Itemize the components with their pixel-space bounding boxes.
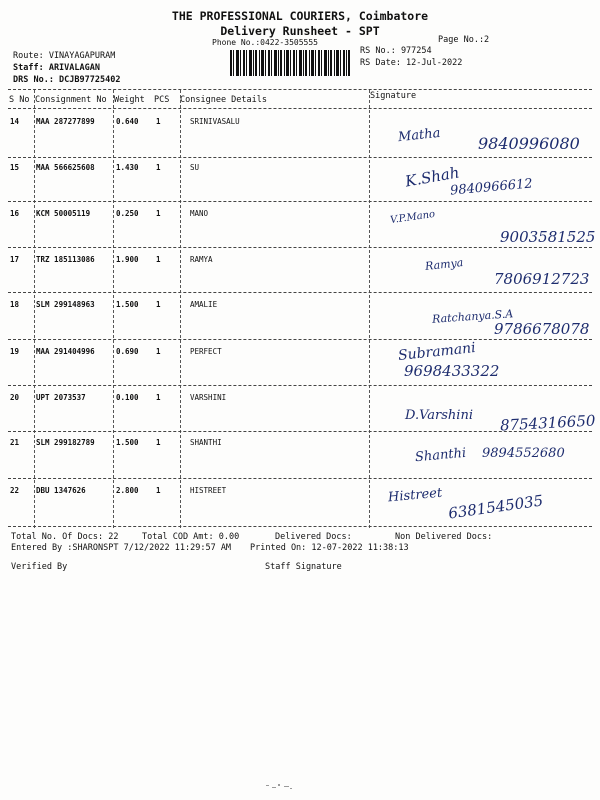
- row-consignment: MAA 291404996: [36, 347, 95, 356]
- total-docs: Total No. Of Docs: 22: [11, 532, 119, 542]
- row-consignee: SRINIVASALU: [190, 117, 240, 126]
- scan-speck-icon: [260, 782, 300, 792]
- row-signature-name: Subramani: [397, 339, 477, 365]
- row-weight: 0.100: [116, 393, 139, 402]
- row-weight: 1.500: [116, 438, 139, 447]
- delivered-docs: Delivered Docs:: [275, 532, 352, 542]
- row-weight: 1.900: [116, 255, 139, 264]
- row-signature-name: Histreet: [387, 485, 443, 506]
- phone-number: Phone No.:0422-3505555: [212, 38, 318, 47]
- row-divider: [8, 478, 592, 479]
- row-signature-name: V.P.Mano: [389, 208, 436, 227]
- total-cod: Total COD Amt: 0.00: [142, 532, 240, 542]
- row-consignee: MANO: [190, 209, 209, 218]
- runsheet-subtitle: Delivery Runsheet - SPT: [220, 24, 380, 38]
- entered-by: Entered By :SHARONSPT 7/12/2022 11:29:57 AM: [11, 543, 232, 553]
- row-divider: [8, 292, 592, 293]
- row-signature-phone: 7806912723: [494, 270, 590, 288]
- col-divider: [34, 90, 35, 528]
- company-title: THE PROFESSIONAL COURIERS, Coimbatore: [171, 9, 429, 23]
- row-consignee: RAMYA: [190, 255, 213, 264]
- row-pcs: 1: [156, 255, 161, 264]
- row-signature-phone: 9840996080: [478, 134, 580, 153]
- row-pcs: 1: [156, 347, 161, 356]
- row-divider: [8, 157, 592, 158]
- row-signature-name: D.Varshini: [405, 408, 473, 423]
- row-sno: 22: [10, 486, 20, 495]
- table-top-divider: [8, 89, 592, 90]
- col-divider: [369, 90, 370, 528]
- row-consignee: HISTREET: [190, 486, 227, 495]
- row-pcs: 1: [156, 393, 161, 402]
- page-number: Page No.:2: [438, 35, 490, 45]
- row-consignment: DBU 1347626: [36, 486, 86, 495]
- row-consignment: KCM 50005119: [36, 209, 91, 218]
- row-sno: 18: [10, 300, 20, 309]
- row-signature-phone: 9786678078: [494, 320, 590, 338]
- row-weight: 0.690: [116, 347, 139, 356]
- row-consignee: AMALIE: [190, 300, 218, 309]
- col-divider: [113, 90, 114, 528]
- row-signature-phone: 9003581525: [500, 228, 596, 246]
- row-consignment: TRZ 185113086: [36, 255, 95, 264]
- col-header-signature: Signature: [370, 91, 417, 101]
- staff-label: Staff: ARIVALAGAN: [13, 63, 100, 73]
- row-sno: 17: [10, 255, 20, 264]
- row-sno: 15: [10, 163, 20, 172]
- row-weight: 1.430: [116, 163, 139, 172]
- rs-number: RS No.: 977254: [360, 46, 432, 56]
- row-consignee: SU: [190, 163, 200, 172]
- verified-by: Verified By: [11, 562, 68, 572]
- row-consignee: PERFECT: [190, 347, 222, 356]
- route-label: Route: VINAYAGAPURAM: [13, 51, 116, 61]
- row-signature-name: K.Shah: [403, 163, 461, 191]
- row-weight: 1.500: [116, 300, 139, 309]
- rs-date: RS Date: 12-Jul-2022: [360, 58, 463, 68]
- row-signature-name: Matha: [397, 125, 442, 146]
- row-consignment: SLM 299148963: [36, 300, 95, 309]
- row-pcs: 1: [156, 209, 161, 218]
- printed-on: Printed On: 12-07-2022 11:38:13: [250, 543, 409, 553]
- row-consignee: VARSHINI: [190, 393, 227, 402]
- row-weight: 0.640: [116, 117, 139, 126]
- row-sno: 14: [10, 117, 20, 126]
- col-header-pcs: PCS: [154, 95, 170, 105]
- row-weight: 2.800: [116, 486, 139, 495]
- row-consignment: MAA 566625608: [36, 163, 95, 172]
- col-header-weight: Weight: [114, 95, 145, 105]
- row-divider: [8, 385, 592, 386]
- row-signature-name: Shanthi: [414, 445, 467, 466]
- col-divider: [180, 90, 181, 528]
- row-pcs: 1: [156, 117, 161, 126]
- row-pcs: 1: [156, 163, 161, 172]
- row-signature-phone: 9840966612: [449, 176, 534, 199]
- drs-number: DRS No.: DCJB97725402: [13, 75, 121, 85]
- row-consignment: MAA 287277899: [36, 117, 95, 126]
- row-consignment: UPT 2073537: [36, 393, 86, 402]
- row-signature-phone: 9698433322: [404, 362, 500, 380]
- row-signature-phone: 6381545035: [447, 491, 545, 523]
- row-divider: [8, 201, 592, 202]
- row-sno: 19: [10, 347, 20, 356]
- table-bottom-divider: [8, 526, 592, 527]
- row-pcs: 1: [156, 438, 161, 447]
- staff-signature: Staff Signature: [265, 562, 342, 572]
- row-consignment: SLM 299182789: [36, 438, 95, 447]
- col-header-consignment: Consignment No: [35, 95, 107, 105]
- row-signature-name: Ratchanya.S.A: [431, 307, 514, 326]
- col-header-sno: S No: [9, 95, 30, 105]
- row-pcs: 1: [156, 300, 161, 309]
- row-signature-name: Ramya: [424, 256, 464, 273]
- row-sno: 21: [10, 438, 20, 447]
- row-sno: 16: [10, 209, 20, 218]
- col-header-consignee: Consignee Details: [180, 95, 267, 105]
- row-signature-phone: 9894552680: [482, 446, 565, 461]
- row-divider: [8, 339, 592, 340]
- row-sno: 20: [10, 393, 20, 402]
- row-weight: 0.250: [116, 209, 139, 218]
- barcode-icon: [230, 50, 350, 76]
- row-pcs: 1: [156, 486, 161, 495]
- row-signature-phone: 8754316650: [499, 411, 596, 435]
- non-delivered-docs: Non Delivered Docs:: [395, 532, 493, 542]
- row-consignee: SHANTHI: [190, 438, 222, 447]
- row-divider: [8, 247, 592, 248]
- table-header-divider: [8, 108, 592, 109]
- row-divider: [8, 431, 592, 432]
